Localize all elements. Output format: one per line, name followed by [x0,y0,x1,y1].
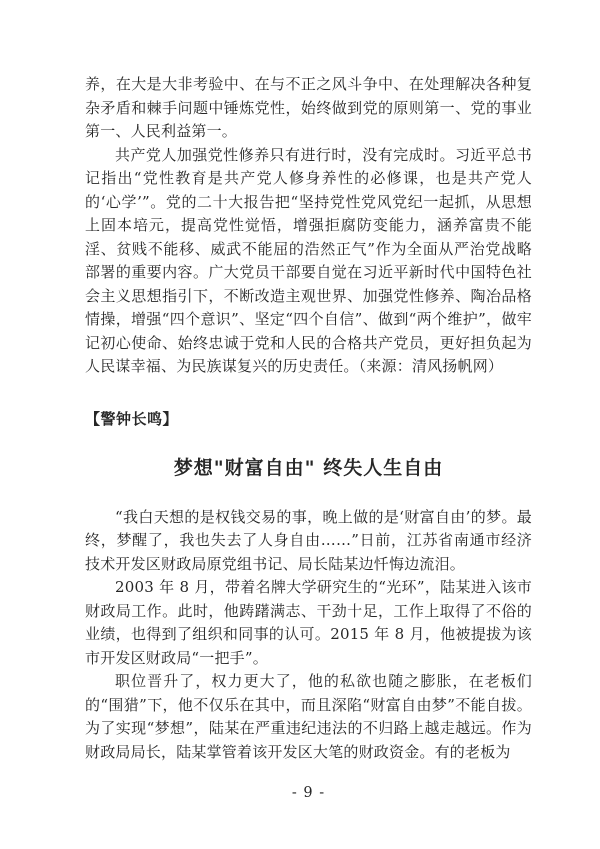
article-paragraph: “我白天想的是权钱交易的事，晚上做的是‘财富自由’的梦。最终，梦醒了，我也失去了人身自由……”日前，江苏省南通市经济技术开发区财政局原党组书记、局长陆某边忏悔边流泪。 [85,507,532,573]
article-title: 梦想"财富自由" 终失人生自由 [173,456,444,479]
page-number: - 9 - [291,785,326,801]
article-body [85,506,532,765]
section-header: 【警钟长鸣】 [85,409,179,428]
article-paragraph: 职位晋升了，权力更大了，他的私欲也随之膨胀，在老板们的“围猎”下，他不仅乐在其中，而且深陷“财富自由梦”不能自拔。为了实现“梦想”，陆某在严重违纪违法的不归路上越走越远。作为财政局局长，陆某掌管着该开发区大笔的财政资金。有的老板为 [85,672,532,761]
article-paragraph: 2003 年 8 月，带着名牌大学研究生的“光环”，陆某进入该市财政局工作。此时，他踌躇满志、干劲十足，工作上取得了不俗的业绩，也得到了组织和同事的认可。2015 年 8 月，他被提拔为该市开发区财政局“一把手”。 [85,578,532,667]
intro-paragraph-continuation: 养，在大是大非考验中、在与不正之风斗争中、在处理解决各种复杂矛盾和棘手问题中锤炼党性，始终做到党的原则第一、党的事业第一、人民利益第一。 [85,75,532,140]
intro-paragraph: 共产党人加强党性修养只有进行时，没有完成时。习近平总书记指出“党性教育是共产党人修身养性的必修课，也是共产党人的‘心学’”。党的二十大报告把“坚持党性党风党纪一起抓，从思想上固本培元，提高党性觉悟，增强拒腐防变能力，涵养富贵不能淫、贫贱不能移、威武不能屈的浩然正气”作为全面从严治党战略部署的重要内容。广大党员干部要自觉在习近平新时代中国特色社会主义思想指引下，不断改造主观世界、加强党性修养、陶冶品格情操，增强“四个意识”、坚定“四个自信”、做到“两个维护”，做牢记初心使命、始终忠诚于党和人民的合格共产党员，更好担负起为人民谋幸福、为民族谋复兴的历史责任。（来源：清风扬帆网） [85,145,532,375]
